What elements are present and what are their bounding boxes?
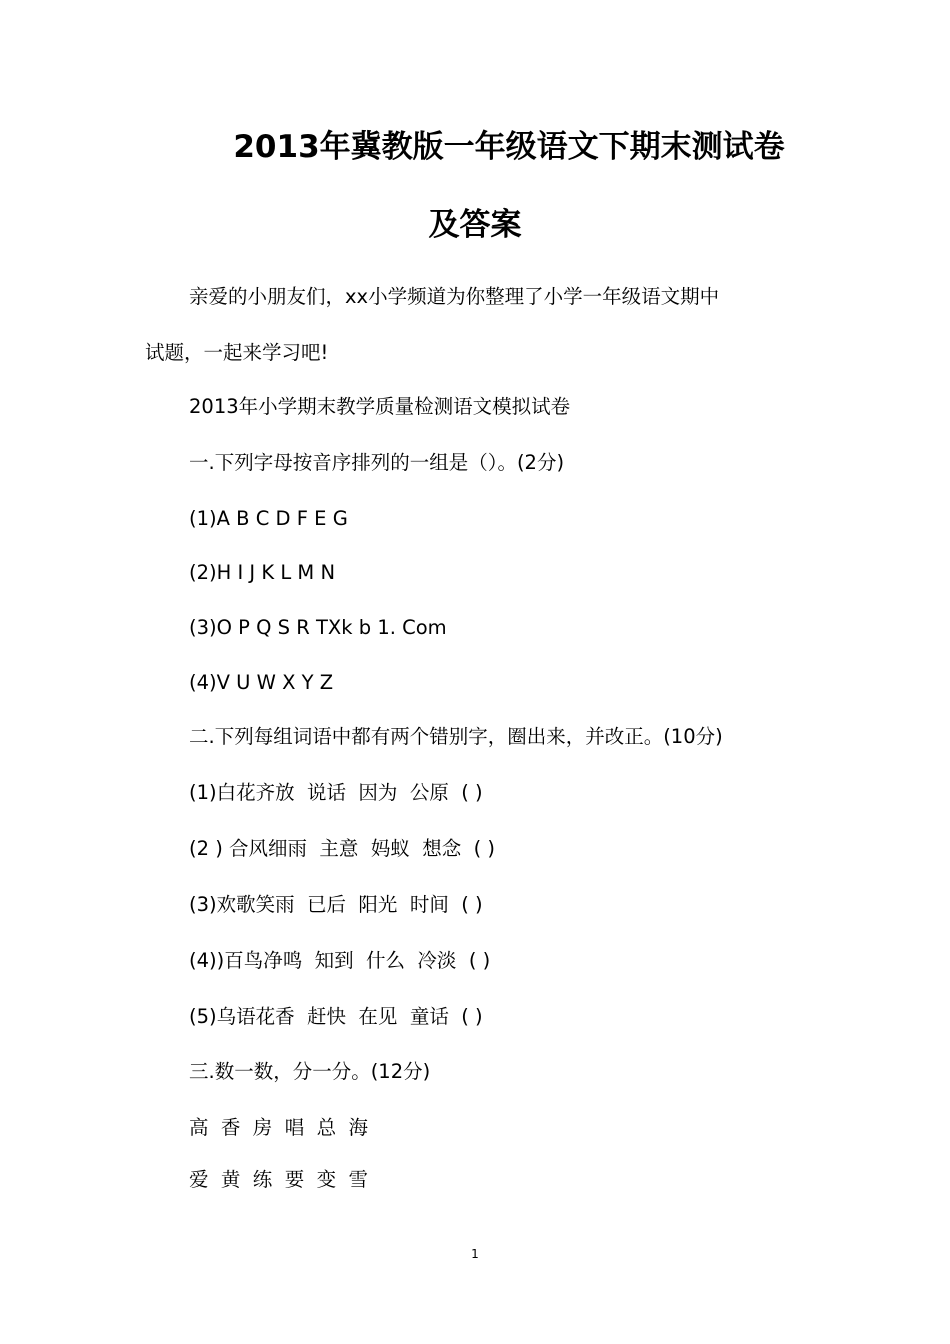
question-3-heading: 三.数一数，分一分。(12分)	[189, 1060, 431, 1083]
question-2-item: (3)欢歌笑雨 已后 阳光 时间 ( )	[189, 893, 483, 916]
question-2-item: (4))百鸟净鸣 知到 什么 冷淡 ( )	[189, 949, 491, 972]
question-3-characters-row-1: 高 香 房 唱 总 海	[189, 1116, 368, 1139]
question-1-heading: 一.下列字母按音序排列的一组是（）。(2分)	[189, 451, 565, 474]
question-1-option: (2)H I J K L M N	[189, 561, 336, 584]
question-3-characters-row-2: 爱 黄 练 要 变 雪	[189, 1168, 368, 1191]
intro-paragraph-line-2: 试题，一起来学习吧!	[145, 341, 329, 364]
question-1-option: (3)O P Q S R TXk b 1. Com	[189, 616, 447, 639]
page-number: 1	[471, 1247, 479, 1261]
question-2-item: (5)乌语花香 赶快 在见 童话 ( )	[189, 1005, 483, 1028]
question-1-option: (1)A B C D F E G	[189, 507, 348, 530]
document-title-line-2: 及答案	[428, 207, 522, 243]
question-2-heading: 二.下列每组词语中都有两个错别字，圈出来，并改正。(10分)	[189, 725, 723, 748]
question-1-option: (4)V U W X Y Z	[189, 671, 334, 694]
question-2-item: (1)白花齐放 说话 因为 公原 ( )	[189, 781, 483, 804]
exam-name: 2013年小学期末教学质量检测语文模拟试卷	[189, 395, 571, 418]
document-title-line-1: 2013年冀教版一年级语文下期末测试卷	[233, 129, 785, 165]
question-2-item: (2 ) 合风细雨 主意 妈蚁 想念 ( )	[189, 837, 496, 860]
intro-paragraph-line-1: 亲爱的小朋友们，xx小学频道为你整理了小学一年级语文期中	[189, 285, 720, 308]
